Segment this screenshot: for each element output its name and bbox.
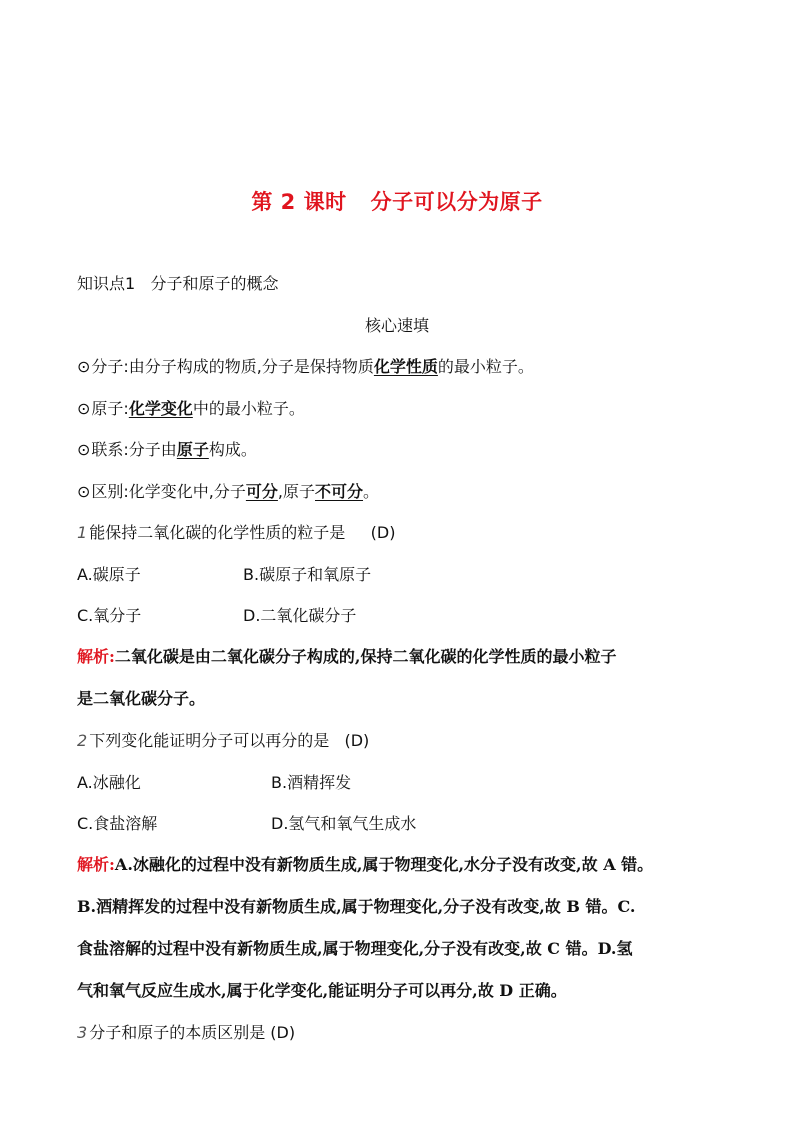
question-2-analysis-cont: 气和氧气反应生成水,属于化学变化,能证明分子可以再分,故 D 正确。 <box>77 981 567 1000</box>
key-answer: 化学变化 <box>128 399 193 418</box>
question-1-analysis-cont: 是二氧化碳分子。 <box>77 689 206 708</box>
lesson-title <box>0 186 794 216</box>
question-2-analysis-cont: 食盐溶解的过程中没有新物质生成,属于物理变化,分子没有改变,故 C 错。D.氢 <box>77 939 633 958</box>
option-a: A.碳原子 <box>77 565 141 584</box>
option-a: A.冰融化 <box>77 773 141 792</box>
question-number: 3 <box>77 1023 88 1042</box>
option-d: D.氢气和氧气生成水 <box>271 814 417 833</box>
key-answer: 化学性质 <box>373 357 438 376</box>
question-number: 2 <box>77 731 88 750</box>
option-b: B.碳原子和氧原子 <box>243 565 372 584</box>
analysis-label: 解析: <box>77 647 115 666</box>
bullet-icon: ⊙ <box>77 482 91 501</box>
answer: (D) <box>344 731 370 750</box>
point-molecule: ⊙分子:由分子构成的物质,分子是保持物质化学性质的最小粒子。 <box>77 357 534 376</box>
bullet-icon: ⊙ <box>77 357 91 376</box>
analysis-label: 解析: <box>77 855 115 874</box>
key-answer: 原子 <box>176 440 209 459</box>
point-relation: ⊙联系:分子由原子构成。 <box>77 440 257 459</box>
option-c: C.氧分子 <box>77 606 142 625</box>
question-2-analysis-cont: B.酒精挥发的过程中没有新物质生成,属于物理变化,分子没有改变,故 B 错。C. <box>77 897 636 916</box>
bullet-icon: ⊙ <box>77 399 91 418</box>
question-2-options-row1 <box>77 772 351 794</box>
key-answer: 可分 <box>245 482 278 501</box>
option-b: B.酒精挥发 <box>271 773 352 792</box>
knowledge-point-name: 分子和原子的概念 <box>150 274 279 293</box>
question-1-analysis: 解析:二氧化碳是由二氧化碳分子构成的,保持二氧化碳的化学性质的最小粒子 <box>77 647 617 666</box>
question-2-options-row2 <box>77 813 416 835</box>
knowledge-point-heading <box>77 273 278 295</box>
core-heading: 核心速填 <box>364 316 429 335</box>
answer: (D) <box>370 523 396 542</box>
answer: (D) <box>270 1023 296 1042</box>
bullet-icon: ⊙ <box>77 440 91 459</box>
point-difference: ⊙区别:化学变化中,分子可分,原子不可分。 <box>77 482 380 501</box>
point-atom: ⊙原子:化学变化中的最小粒子。 <box>77 399 305 418</box>
key-answer: 不可分 <box>315 482 364 501</box>
knowledge-point-label: 知识点1 <box>77 274 136 293</box>
question-3-stem: 3 分子和原子的本质区别是 (D) <box>77 1023 296 1042</box>
option-d: D.二氧化碳分子 <box>243 606 357 625</box>
question-1-options-row2 <box>77 605 356 627</box>
question-2-analysis: 解析:A.冰融化的过程中没有新物质生成,属于物理变化,水分子没有改变,故 A 错。 <box>77 855 654 874</box>
option-c: C.食盐溶解 <box>77 814 158 833</box>
question-1-options-row1 <box>77 564 371 586</box>
question-1-stem: 1 能保持二氧化碳的化学性质的粒子是 (D) <box>77 523 396 542</box>
lesson-number: 第 2 课时 <box>251 190 347 214</box>
question-number: 1 <box>77 523 88 542</box>
lesson-name: 分子可以分为原子 <box>370 190 543 214</box>
question-2-stem: 2 下列变化能证明分子可以再分的是 (D) <box>77 731 370 750</box>
